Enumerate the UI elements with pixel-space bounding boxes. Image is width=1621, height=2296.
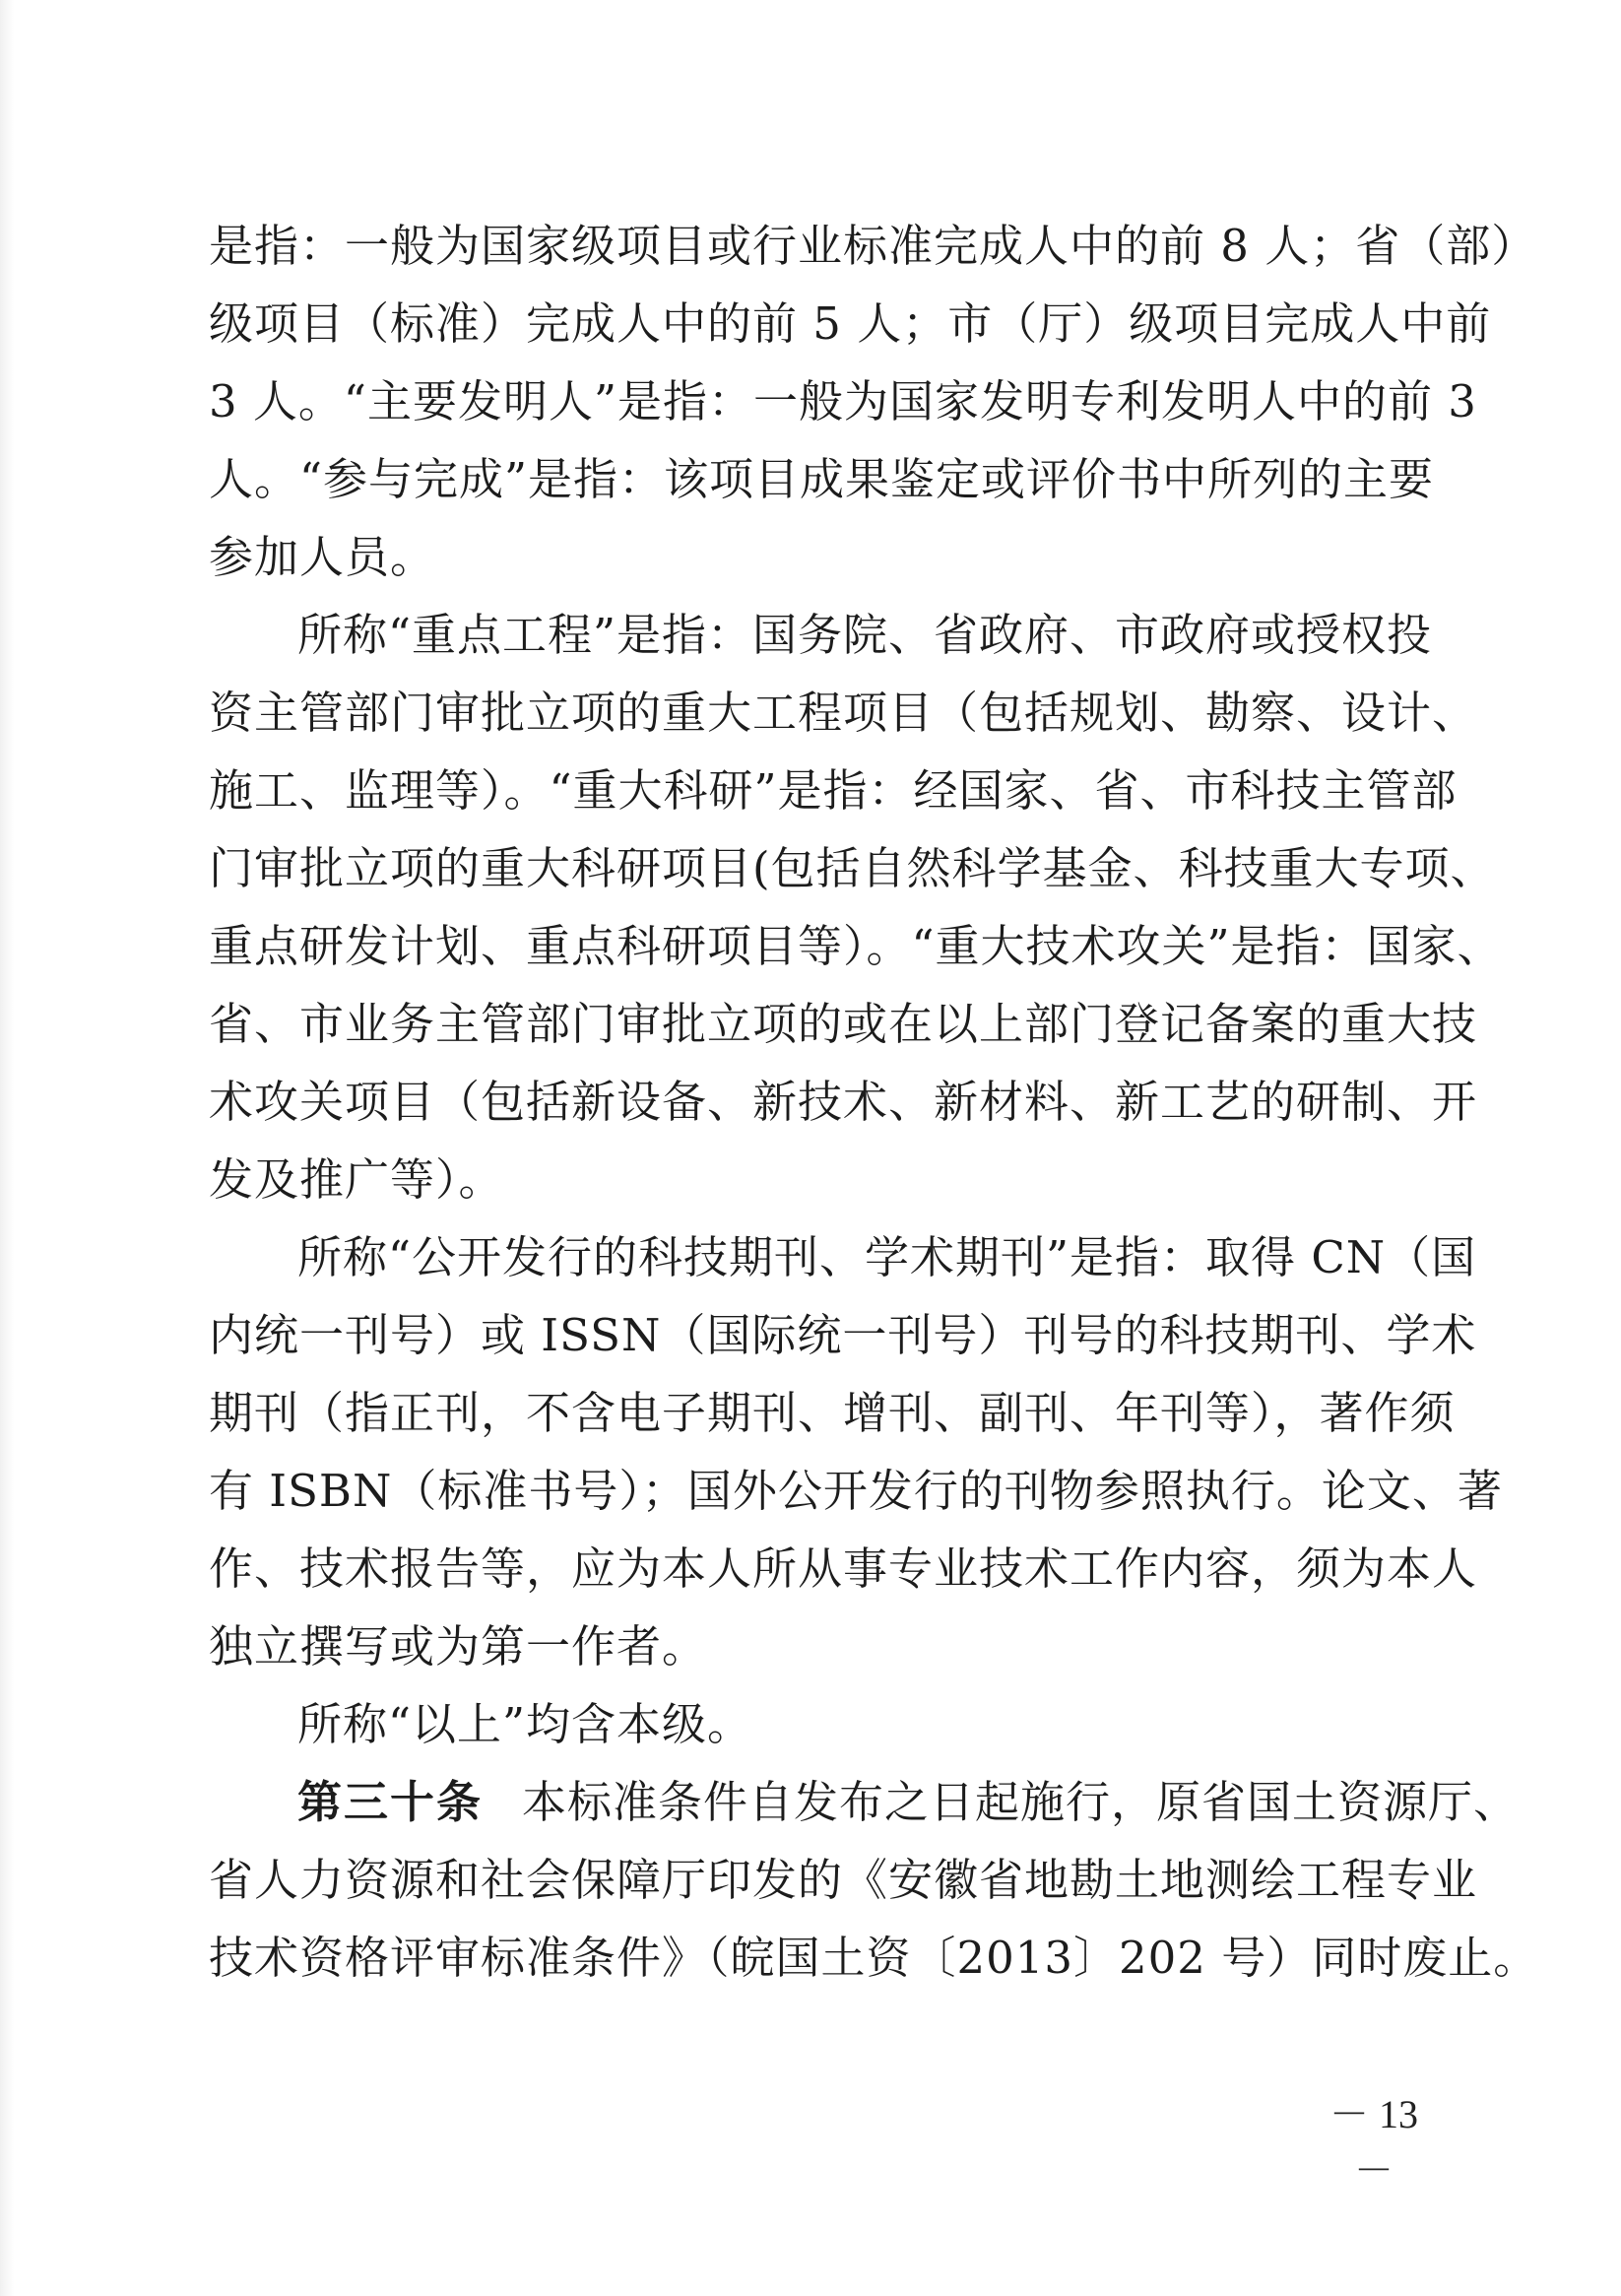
article-heading: 第三十条 [297,1776,484,1828]
text-line: 所称“公开发行的科技期刊、学术期刊”是指：取得 CN（国 [297,1231,1477,1283]
document-body [209,207,1539,1997]
paragraph-key-projects [209,596,1503,1218]
text-line: 级项目（标准）完成人中的前 5 人；市（厅）级项目完成人中前 [209,297,1492,350]
text-line: 参加人员。 [209,531,436,583]
text-line: 有 ISBN（标准书号）；国外公开发行的刊物参照执行。论文、著 [209,1465,1503,1517]
text-line: 门审批立项的重大科研项目(包括自然科学基金、科技重大专项、 [209,842,1496,894]
text-line: 期刊（指正刊，不含电子期刊、增刊、副刊、年刊等），著作须 [209,1387,1456,1439]
text-line: 发及推广等）。 [209,1153,504,1206]
text-line: 施工、监理等）。“重大科研”是指：经国家、省、市科技主管部 [209,764,1458,817]
text-line: 作、技术报告等，应为本人所从事专业技术工作内容，须为本人 [209,1542,1478,1595]
text-line: 是指：一般为国家级项目或行业标准完成人中的前 8 人；省（部） [209,220,1537,272]
text-line: 所称“以上”均含本级。 [297,1698,753,1750]
paragraph-above-definition [209,1685,1430,1763]
text-line: 资主管部门审批立项的重大工程项目（包括规划、勘察、设计、 [209,687,1478,739]
text-line: 3 人。“主要发明人”是指：一般为国家发明专利发明人中的前 3 [209,375,1477,427]
text-line: 技术资格评审标准条件》（皖国土资〔2013〕202 号）同时废止。 [209,1932,1539,1984]
article-thirty [209,1763,1539,1997]
text-line: 省、市业务主管部门审批立项的或在以上部门登记备案的重大技 [209,998,1478,1050]
text-line: 重点研发计划、重点科研项目等）。“重大技术攻关”是指：国家、 [209,920,1503,972]
article-first-line [209,1763,1520,1841]
paragraph-journals [209,1218,1503,1685]
text-line: 内统一刊号）或 ISSN（国际统一刊号）刊号的科技期刊、学术 [209,1309,1477,1361]
text-line: 人。“参与完成”是指：该项目成果鉴定或评价书中所列的主要 [209,453,1435,505]
paragraph-definitions-completers [209,207,1537,596]
scan-edge-shadow [0,0,14,2296]
text-line: 所称“重点工程”是指：国务院、省政府、市政府或授权投 [297,609,1433,661]
page-number: － 13 － [1329,2092,1418,2193]
article-text: 本标准条件自发布之日起施行，原省国土资源厅、 [522,1776,1520,1828]
text-line: 省人力资源和社会保障厅印发的《安徽省地勘土地测绘工程专业 [209,1854,1478,1906]
text-line: 独立撰写或为第一作者。 [209,1620,708,1673]
text-line: 术攻关项目（包括新设备、新技术、新材料、新工艺的研制、开 [209,1076,1478,1128]
